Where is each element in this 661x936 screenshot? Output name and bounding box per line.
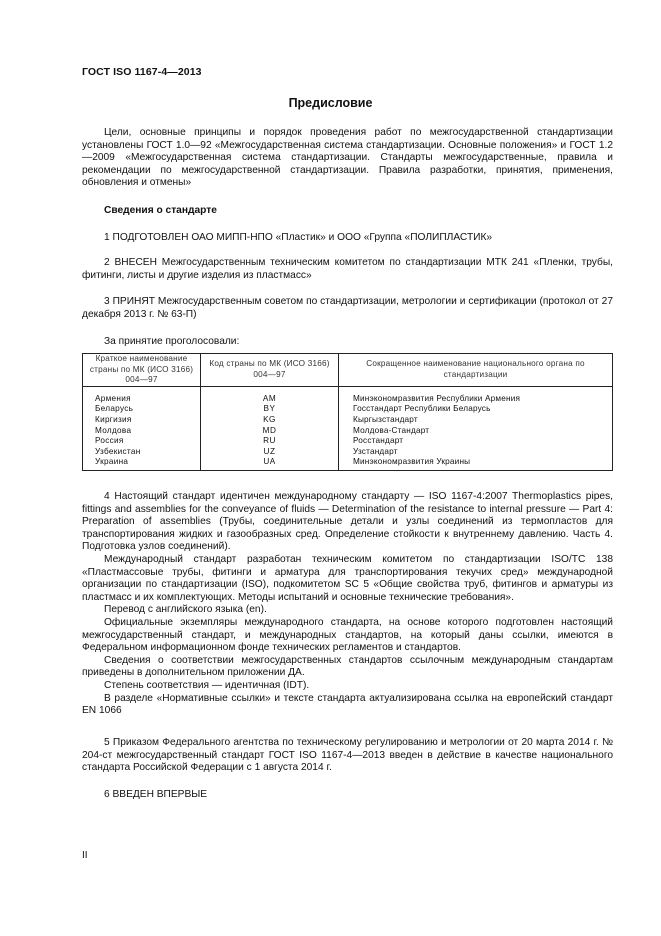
item-4-paragraph: Перевод с английского языка (en). xyxy=(104,604,267,616)
authority-column xyxy=(339,386,613,470)
table-cell: Молдова xyxy=(95,425,132,435)
table-cell: RU xyxy=(263,436,276,446)
table-cell: Молдова-Стандарт xyxy=(353,425,430,435)
item-4-paragraph: Международный стандарт разработан техническим комитетом по стандартизации ISO/TC 138 «Пластмассовые трубы, фитинги и арматура для транспортирования текучих сред» международной организации по стандартизации (ISO), подкомитетом SC 5 «Общие свойства труб, фитингов и арматуры из пластмасс и их комплектующих. Методы испытаний и основные технические требования». xyxy=(82,553,613,603)
voted-label: За принятие проголосовали: xyxy=(104,336,240,347)
table-cell: Кыргызстандарт xyxy=(353,414,418,424)
table-cell: Узстандарт xyxy=(353,446,398,456)
table-cell: Беларусь xyxy=(95,404,134,414)
table-cell: Армения xyxy=(95,393,131,403)
table-cell: Украина xyxy=(95,457,129,467)
table-cell: Минэкономразвития Республики Армения xyxy=(353,393,521,403)
item-1: 1 ПОДГОТОВЛЕН ОАО МИПП-НПО «Пластик» и ООО «Группа «ПОЛИПЛАСТИК» xyxy=(104,232,493,243)
table-cell: UZ xyxy=(263,446,276,456)
table-cell: BY xyxy=(263,404,276,414)
item-4-paragraph: Сведения о соответствии межгосударственных стандартов ссылочным международным стандартам приведены в дополнительном приложении ДА. xyxy=(82,654,613,679)
code-column xyxy=(201,386,339,470)
item-3: 3 ПРИНЯТ Межгосударственным советом по стандартизации, метрологии и сертификации (протокол от 27 декабря 2013 г. № 63-П) xyxy=(82,296,613,320)
page-number: II xyxy=(82,850,88,861)
item-4-paragraph: Степень соответствия — идентичная (IDT). xyxy=(104,679,310,691)
table-cell: Госстандарт Республики Беларусь xyxy=(353,404,491,414)
table-cell: Киргизия xyxy=(95,414,132,424)
item-6: 6 ВВЕДЕН ВПЕРВЫЕ xyxy=(104,789,208,800)
table-cell: MD xyxy=(262,425,277,435)
table-body-row xyxy=(83,386,613,470)
item-4-paragraph: В разделе «Нормативные ссылки» и тексте стандарта актуализирована ссылка на европейский стандарт EN 1066 xyxy=(82,692,613,717)
header-country: Краткое наименование страны по МК (ИСО 3166) 004—97 xyxy=(83,354,201,387)
table-cell: AM xyxy=(262,393,277,403)
item-3-paragraph xyxy=(82,296,613,321)
item-4-paragraph: 4 Настоящий стандарт идентичен международному стандарту — ISO 1167-4:2007 Thermoplastics pipes, fittings and assemblies for the conveyance of fluids — Determination of the resistance to internal pressure — Part 4: Preparation of assemblies (Трубы, соединительные детали и узлы соединений из термопластов для транспортирования жидких и газообразных сред. Определение стойкости к внутреннему давлению. Часть 4. Подготовка узлов соединений). xyxy=(82,491,613,553)
voting-table xyxy=(82,353,613,471)
header-code: Код страны по МК (ИСО 3166) 004—97 xyxy=(201,354,339,387)
item-4-paragraph: Официальные экземпляры международного стандарта, на основе которого подготовлен настоящий межгосударственный стандарт, и международных стандартов, на который даны ссылки, имеются в Федеральном информационном фонде технических регламентов и стандартов. xyxy=(82,616,613,654)
intro-paragraph xyxy=(82,127,613,190)
table-cell: Росстандарт xyxy=(353,436,404,446)
country-column xyxy=(83,386,201,470)
item-2-paragraph xyxy=(82,257,613,282)
table-cell: KG xyxy=(263,414,276,424)
table-cell: UA xyxy=(263,457,276,467)
document-header: ГОСТ ISO 1167-4—2013 xyxy=(82,66,202,78)
table-cell: Минэкономразвития Украины xyxy=(353,457,471,467)
intro-text: Цели, основные принципы и порядок проведения работ по межгосударственной стандартизации установлены ГОСТ 1.0—92 «Межгосударственная система стандартизации. Основные положения» и ГОСТ 1.2—2009 «Межгосударственная система стандартизации. Стандарты межгосударственные, правила и рекомендации по межгосударственной стандартизации. Правила разработки, принятия, применения, обновления и отмены» xyxy=(82,127,613,189)
item-4-block xyxy=(82,491,613,718)
table-cell: Россия xyxy=(95,436,124,446)
item-5-paragraph xyxy=(82,737,613,775)
table-header-row xyxy=(83,354,613,387)
item-5: 5 Приказом Федерального агентства по техническому регулированию и метрологии от 20 марта 2014 г. № 204-ст межгосударственный стандарт ГОСТ ISO 1167-4—2013 введен в действие в качестве национального стандарта Российской Федерации с 1 августа 2014 г. xyxy=(82,737,613,774)
table-cell: Узбекистан xyxy=(95,446,141,456)
section-subheading: Сведения о стандарте xyxy=(104,205,217,216)
header-authority: Сокращенное наименование национального органа по стандартизации xyxy=(339,354,613,387)
item-2: 2 ВНЕСЕН Межгосударственным техническим комитетом по стандартизации МТК 241 «Пленки, трубы, фитинги, листы и другие изделия из пластмасс» xyxy=(82,257,613,281)
page-title: Предисловие xyxy=(288,96,373,110)
